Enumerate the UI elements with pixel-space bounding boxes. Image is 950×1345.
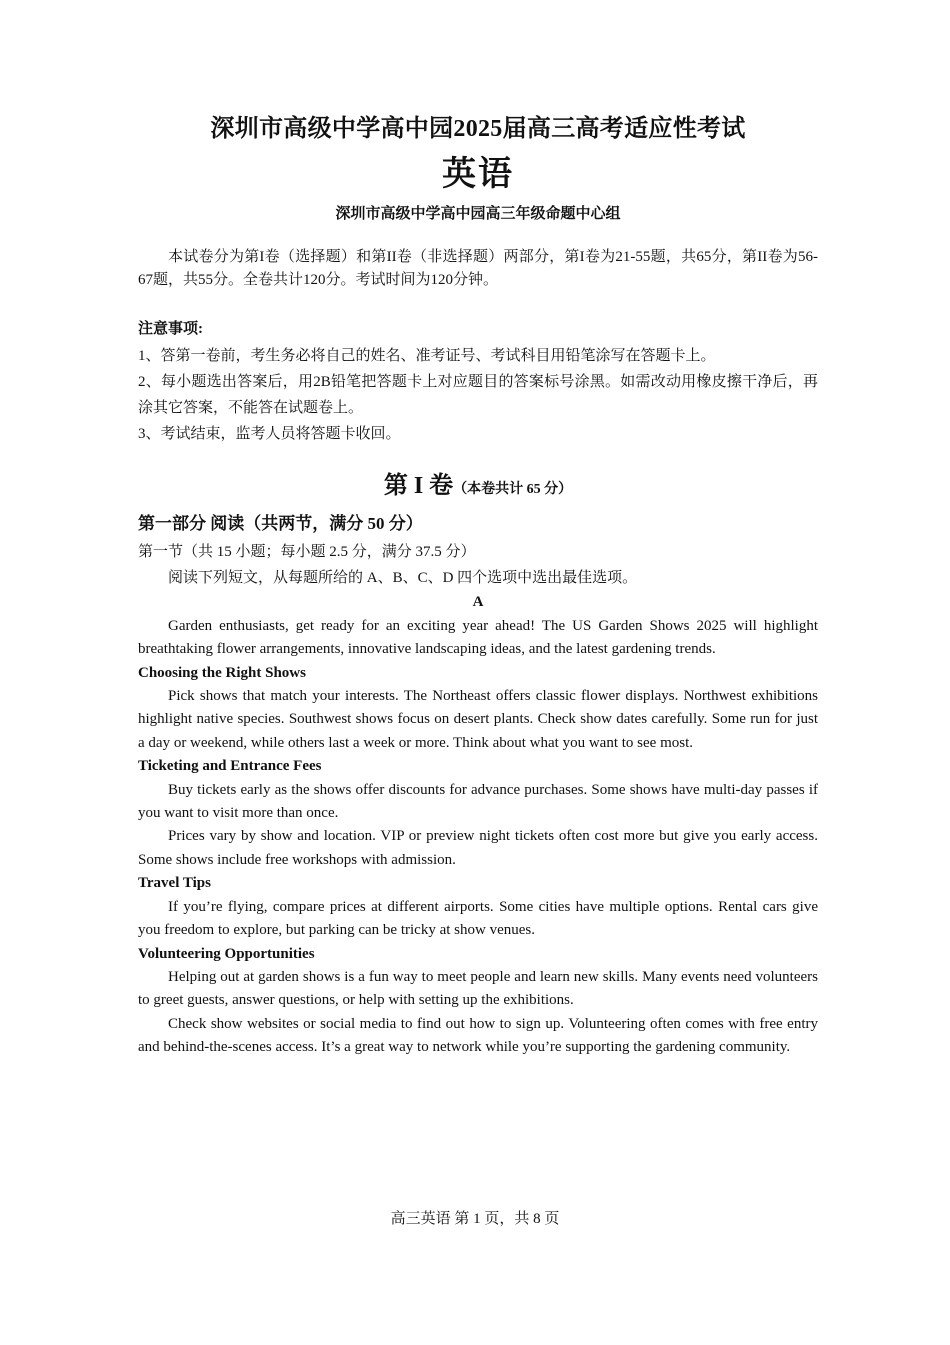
section-heading-tickets: Ticketing and Entrance Fees	[138, 758, 322, 775]
subject-title: 英语	[442, 156, 514, 193]
passage-paragraph: Prices vary by show and location. VIP or preview night tickets often cost more but give you early access. Some shows include free workshops with admission.	[138, 828, 818, 868]
author-group: 深圳市高级中学高中园高三年级命题中心组	[335, 206, 621, 222]
section-heading-shows: Choosing the Right Shows	[138, 664, 306, 681]
section-instruction: 阅读下列短文，从每题所给的 A、B、C、D 四个选项中选出最佳选项。	[168, 569, 638, 586]
page-footer: 高三英语 第 1 页，共 8 页	[390, 1211, 560, 1227]
part-title: 第一部分 阅读（共两节，满分 50 分）	[138, 513, 423, 533]
exam-title: 深圳市高级中学高中园2025届高三高考适应性考试	[210, 116, 746, 142]
volume-title-note: （本卷共计 65 分）	[453, 481, 573, 497]
passage-paragraph: Pick shows that match your interests. The Northeast offers classic flower displays. Northwest exhibitions highlight native species. Southwest shows focus on desert plants. Check show dates carefully. Some run for just a day or weekend, while others last a week or more. Think about what you want to see most.	[138, 688, 818, 751]
notes-heading: 注意事项:	[138, 320, 203, 337]
note-item-1: 1、答第一卷前，考生务必将自己的姓名、准考证号、考试科目用铅笔涂写在答题卡上。	[138, 347, 716, 364]
section-heading-volunteering: Volunteering Opportunities	[138, 945, 315, 962]
note-item-2: 2、每小题选出答案后，用2B铅笔把答题卡上对应题目的答案标号涂黑。如需改动用橡皮擦干净后，再涂其它答案，不能答在试题卷上。	[138, 373, 818, 416]
note-item-3: 3、考试结束，监考人员将答题卡收回。	[138, 425, 401, 442]
volume-title	[138, 471, 818, 505]
passage-letter: A	[472, 593, 484, 610]
section-title: 第一节（共 15 小题；每小题 2.5 分，满分 37.5 分）	[138, 543, 476, 560]
exam-page	[138, 112, 818, 1060]
volume-title-main: 第 I 卷	[383, 472, 454, 499]
passage-intro: Garden enthusiasts, get ready for an exciting year ahead! The US Garden Shows 2025 will highlight breathtaking flower arrangements, innovative landscaping ideas, and the latest gardening trends.	[138, 617, 818, 658]
exam-intro: 本试卷分为第I卷（选择题）和第II卷（非选择题）两部分，第I卷为21-55题，共65分，第II卷为56-67题，共55分。全卷共计120分。考试时间为120分钟。	[138, 249, 818, 289]
passage-paragraph: Helping out at garden shows is a fun way to meet people and learn new skills. Many events need volunteers to greet guests, answer questions, or help with setting up the exhibitions.	[138, 968, 818, 1009]
passage-paragraph: Check show websites or social media to find out how to sign up. Volunteering often comes with free entry and behind-the-scenes access. It’s a great way to network while you’re supporting the gardening community.	[138, 1015, 818, 1056]
section-heading-travel: Travel Tips	[138, 875, 211, 892]
passage-paragraph: If you’re flying, compare prices at different airports. Some cities have multiple options. Rental cars give you freedom to explore, but parking can be tricky at show venues.	[138, 898, 818, 939]
passage-paragraph: Buy tickets early as the shows offer discounts for advance purchases. Some shows have multi-day passes if you want to visit more than once.	[138, 781, 818, 822]
